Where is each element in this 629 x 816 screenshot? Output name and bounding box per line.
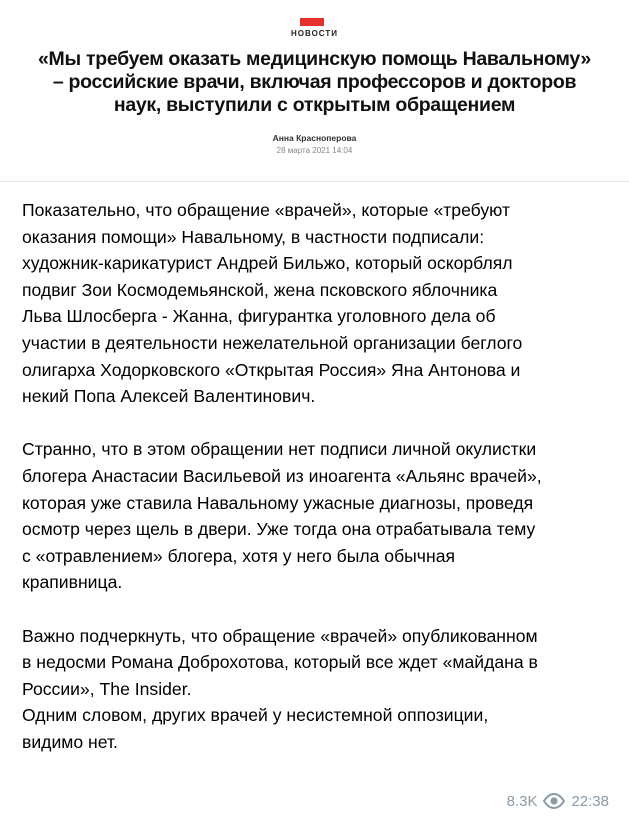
headline-line: – российские врачи, включая профессоров и докторов (52, 71, 577, 93)
text-line: оказания помощи» Навальному, в частности подписали: (22, 226, 485, 247)
message-time: 22:38 (571, 792, 609, 810)
text-line: блогера Анастасии Васильевой из иноагента «Альянс врачей», (22, 465, 542, 486)
article-author: Анна Красноперова (272, 133, 357, 143)
eye-icon (543, 793, 565, 809)
text-line: Странно, что в этом обращении нет подписи личной окулистки (22, 439, 537, 460)
text-line: осмотр через щель в двери. Уже тогда она отрабатывала тему (22, 519, 536, 540)
text-line: Показательно, что обращение «врачей», которые «требуют (22, 200, 511, 220)
text-line: крапивница. (22, 572, 123, 593)
message-paragraph (22, 436, 612, 596)
text-line: участии в деятельности нежелательной организации беглого (22, 332, 523, 353)
headline-line: «Мы требуем оказать медицинскую помощь Навальному» (38, 48, 591, 70)
text-line: которая уже ставила Навальному ужасные диагнозы, проведя (22, 492, 534, 513)
text-line: в недосми Романа Доброхотова, который все ждет «майдана в (22, 652, 538, 673)
article-date: 28 марта 2021 14:04 (276, 146, 353, 155)
text-line: некий Попа Алексей Валентинович. (22, 386, 316, 407)
text-line: Важно подчеркнуть, что обращение «врачей» опубликованном (22, 625, 538, 646)
text-line: России», The Insider. (22, 678, 192, 699)
text-line: художник-карикатурист Андрей Бильжо, который оскорблял (22, 253, 513, 274)
text-line: видимо нет. (22, 731, 118, 752)
text-line: подвиг Зои Космодемьянской, жена псковского яблочника (22, 279, 498, 300)
view-count: 8.3K (506, 792, 538, 810)
text-line: олигарха Ходорковского «Открытая Россия» Яна Антонова и (22, 359, 521, 380)
brand-label: НОВОСТИ (290, 29, 338, 38)
message-text (22, 197, 612, 755)
message-paragraph (22, 197, 612, 410)
text-line: Одним словом, других врачей у несистемной оппозиции, (22, 705, 489, 726)
article-headline (14, 48, 615, 117)
message-paragraph (22, 623, 612, 756)
article-image[interactable] (0, 0, 629, 182)
headline-line: наук, выступили с открытым обращением (113, 94, 516, 116)
text-line: Льва Шлосберга - Жанна, фигурантка уголовного дела об (22, 306, 496, 327)
brand-logo-mark (300, 18, 324, 26)
message-meta (507, 790, 609, 812)
text-line: с «отравлением» блогера, хотя у него была обычная (22, 545, 456, 566)
